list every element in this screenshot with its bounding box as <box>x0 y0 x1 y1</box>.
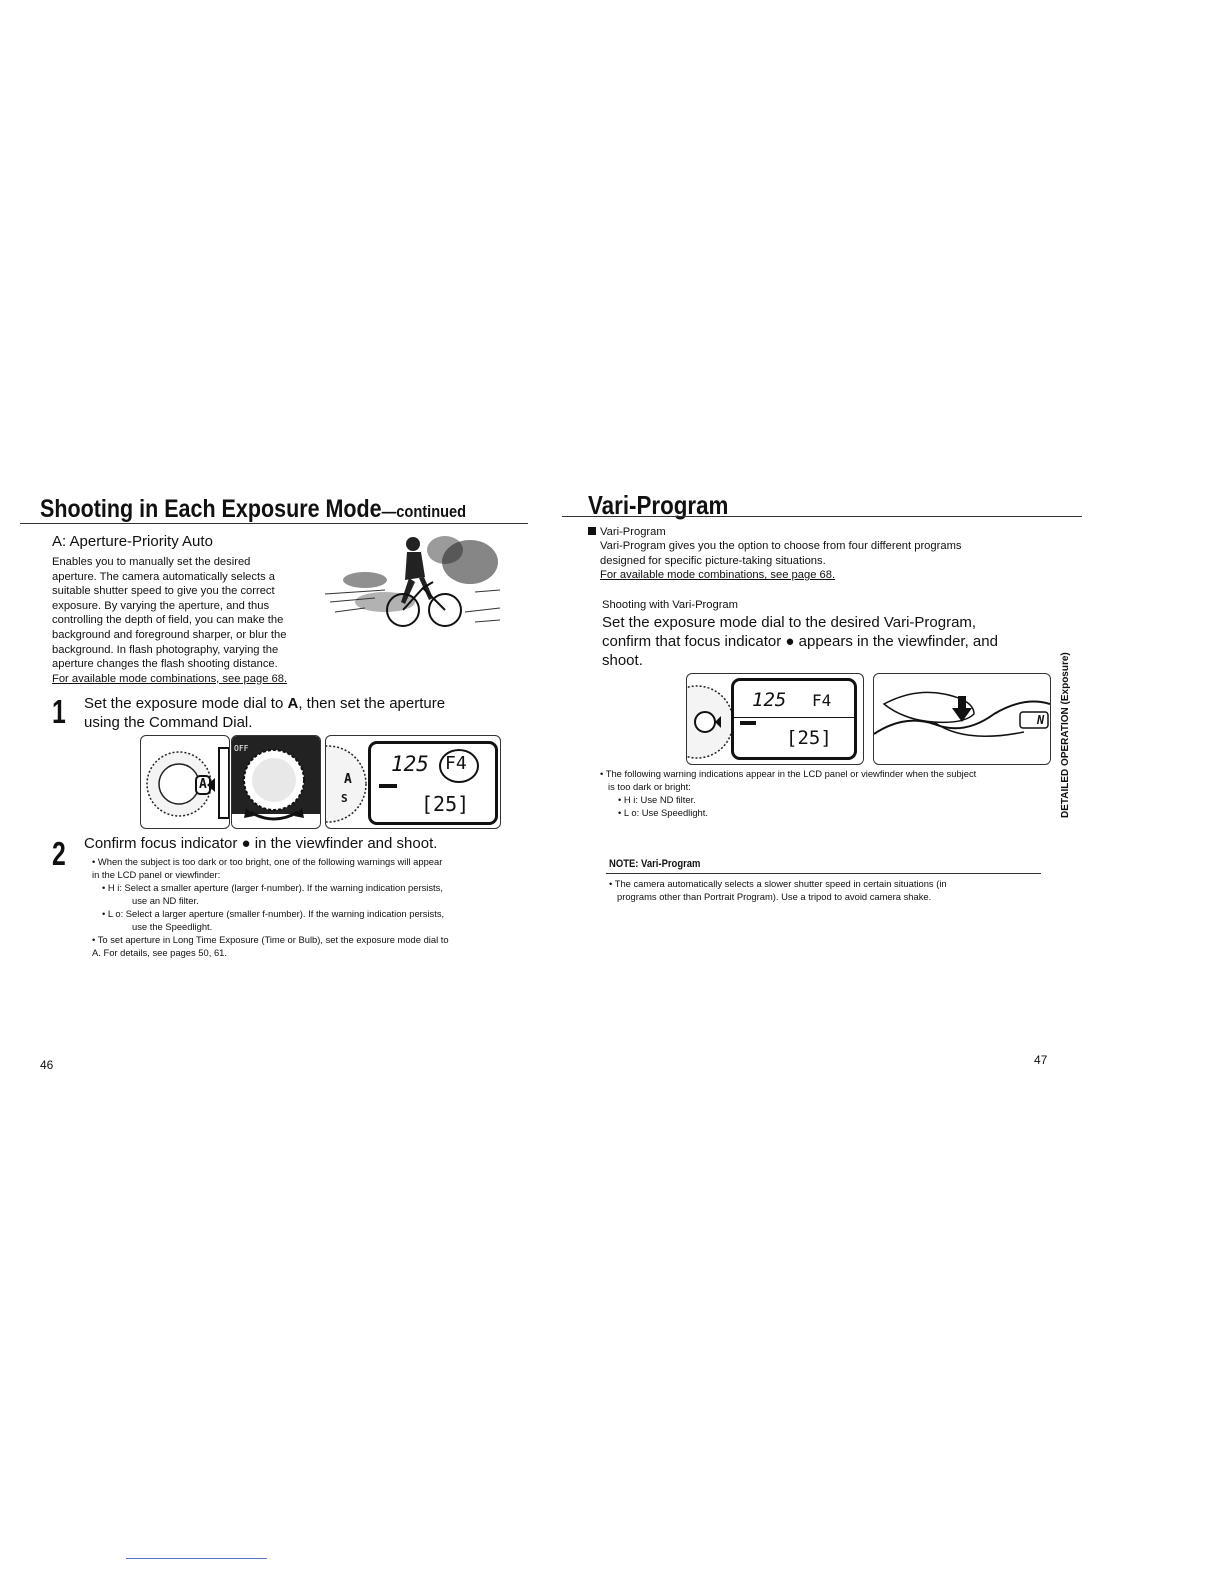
lcd-dial-s-label: S <box>341 792 348 805</box>
left-title-suffix: —continued <box>381 502 467 521</box>
intro-line: aperture changes the flash shooting distance. <box>52 658 278 671</box>
shooting-subheading: Shooting with Vari-Program <box>602 599 738 611</box>
mode-combinations-link[interactable]: For available mode combinations, see page 68. <box>52 672 288 685</box>
note-line: • When the subject is too dark or too bright, one of the following warnings will appear <box>92 856 443 867</box>
instruction-line: Set the exposure mode dial to the desired Vari-Program, <box>602 614 977 631</box>
vari-lcd-count: [25] <box>786 727 832 749</box>
shutter-press-figure <box>873 673 1051 765</box>
note-body <box>609 877 1049 903</box>
lcd-panel-figure <box>325 735 501 829</box>
left-title-rule <box>20 523 528 524</box>
command-dial-figure <box>231 735 321 829</box>
vari-lcd-aperture: F4 <box>812 691 832 710</box>
lcd-dial-a-label: A <box>344 772 352 787</box>
right-mode-combinations-link[interactable]: For available mode combinations, see page 68. <box>600 569 836 582</box>
footer-link-rule <box>126 1558 267 1559</box>
lcd-aperture: F4 <box>445 753 467 774</box>
note-line: programs other than Portrait Program). Use a tripod to avoid camera shake. <box>617 891 932 902</box>
vari-program-bullet <box>588 525 666 540</box>
note-line: • H i: Select a smaller aperture (larger f-number). If the warning indication persists, <box>102 882 443 893</box>
lcd-display <box>368 741 498 825</box>
note-line: • The camera automatically selects a slower shutter speed in certain situations (in <box>609 878 947 889</box>
instruction-line: confirm that focus indicator ● appears in the viewfinder, and <box>602 633 998 650</box>
intro-line: aperture. The camera automatically selects a <box>52 570 276 583</box>
step-1-text-b: , then set the aperture <box>298 695 446 712</box>
step-1-text-c: using the Command Dial. <box>84 714 253 731</box>
note-line: use the Speedlight. <box>132 921 213 932</box>
aperture-priority-heading: A: Aperture-Priority Auto <box>52 533 213 550</box>
vari-lcd-bar <box>740 721 756 725</box>
intro-line: background. In flash photography, varying the <box>52 643 279 656</box>
warning-line: • The following warning indications appear in the LCD panel or viewfinder when the subject <box>600 768 977 779</box>
step-2-number: 2 <box>52 835 66 872</box>
vari-lcd-display <box>731 678 857 760</box>
vari-program-instruction <box>602 613 1052 670</box>
step-1-text-a: Set the exposure mode dial to <box>84 695 288 712</box>
step-1-text <box>84 694 514 732</box>
mode-dial-figure <box>140 735 230 829</box>
right-page-number: 47 <box>1034 1053 1048 1067</box>
left-title-main: Shooting in Each Exposure Mode <box>40 495 382 523</box>
note-rule <box>606 873 1041 874</box>
left-page-title <box>40 495 466 524</box>
note-line: in the LCD panel or viewfinder: <box>92 869 221 880</box>
intro-line: Vari-Program gives you the option to choose from four different programs <box>600 540 962 552</box>
dial-a-label: A <box>199 777 207 792</box>
instruction-line: shoot. <box>602 652 643 669</box>
cyclist-illustration <box>325 532 500 632</box>
vari-program-bullet-label: Vari-Program <box>600 526 666 538</box>
camera-badge: N <box>1037 713 1045 727</box>
intro-line: exposure. By varying the aperture, and thus <box>52 599 270 612</box>
warning-line: is too dark or bright: <box>608 781 691 792</box>
step-1-number: 1 <box>52 693 66 730</box>
note-line: use an ND filter. <box>132 895 199 906</box>
mode-dial-icon <box>141 736 229 828</box>
note-line: • L o: Select a larger aperture (smaller f-number). If the warning indication persists, <box>102 908 445 919</box>
lcd-frame-count: [25] <box>421 792 470 816</box>
note-title: NOTE: Vari-Program <box>609 858 701 870</box>
right-page-title: Vari-Program <box>588 490 729 520</box>
step-2-notes <box>92 855 512 959</box>
intro-line: controlling the depth of field, you can make the <box>52 614 284 627</box>
side-tab-label: DETAILED OPERATION (Exposure) <box>1060 652 1071 818</box>
lcd-bar <box>379 784 397 788</box>
right-title-rule <box>562 516 1082 517</box>
note-line: A. For details, see pages 50, 61. <box>92 947 227 958</box>
vari-warnings <box>600 767 1050 819</box>
vari-lcd-shutter: 125 <box>752 689 787 711</box>
square-bullet-icon <box>588 527 596 535</box>
dial-off-label: OFF <box>234 744 249 753</box>
intro-line: background and foreground sharper, or blur the <box>52 628 287 641</box>
lcd-shutter-speed: 125 <box>391 752 429 776</box>
left-page-number: 46 <box>40 1058 54 1072</box>
intro-line: suitable shutter speed to give you the correct <box>52 585 275 598</box>
note-line: • To set aperture in Long Time Exposure (Time or Bulb), set the exposure mode dial to <box>92 934 449 945</box>
vari-lcd-rule <box>734 717 854 718</box>
vari-lcd-figure <box>686 673 864 765</box>
vari-program-intro <box>600 539 1040 583</box>
warning-line: • L o: Use Speedlight. <box>618 807 708 818</box>
intro-line: designed for specific picture-taking situations. <box>600 554 826 567</box>
shutter-release-icon <box>874 674 1050 764</box>
intro-line: Enables you to manually set the desired <box>52 556 251 568</box>
step-1-text-bold: A <box>287 695 299 712</box>
aperture-intro <box>52 555 322 686</box>
step-2-text: Confirm focus indicator ● in the viewfinder and shoot. <box>84 835 438 852</box>
warning-line: • H i: Use ND filter. <box>618 794 696 805</box>
